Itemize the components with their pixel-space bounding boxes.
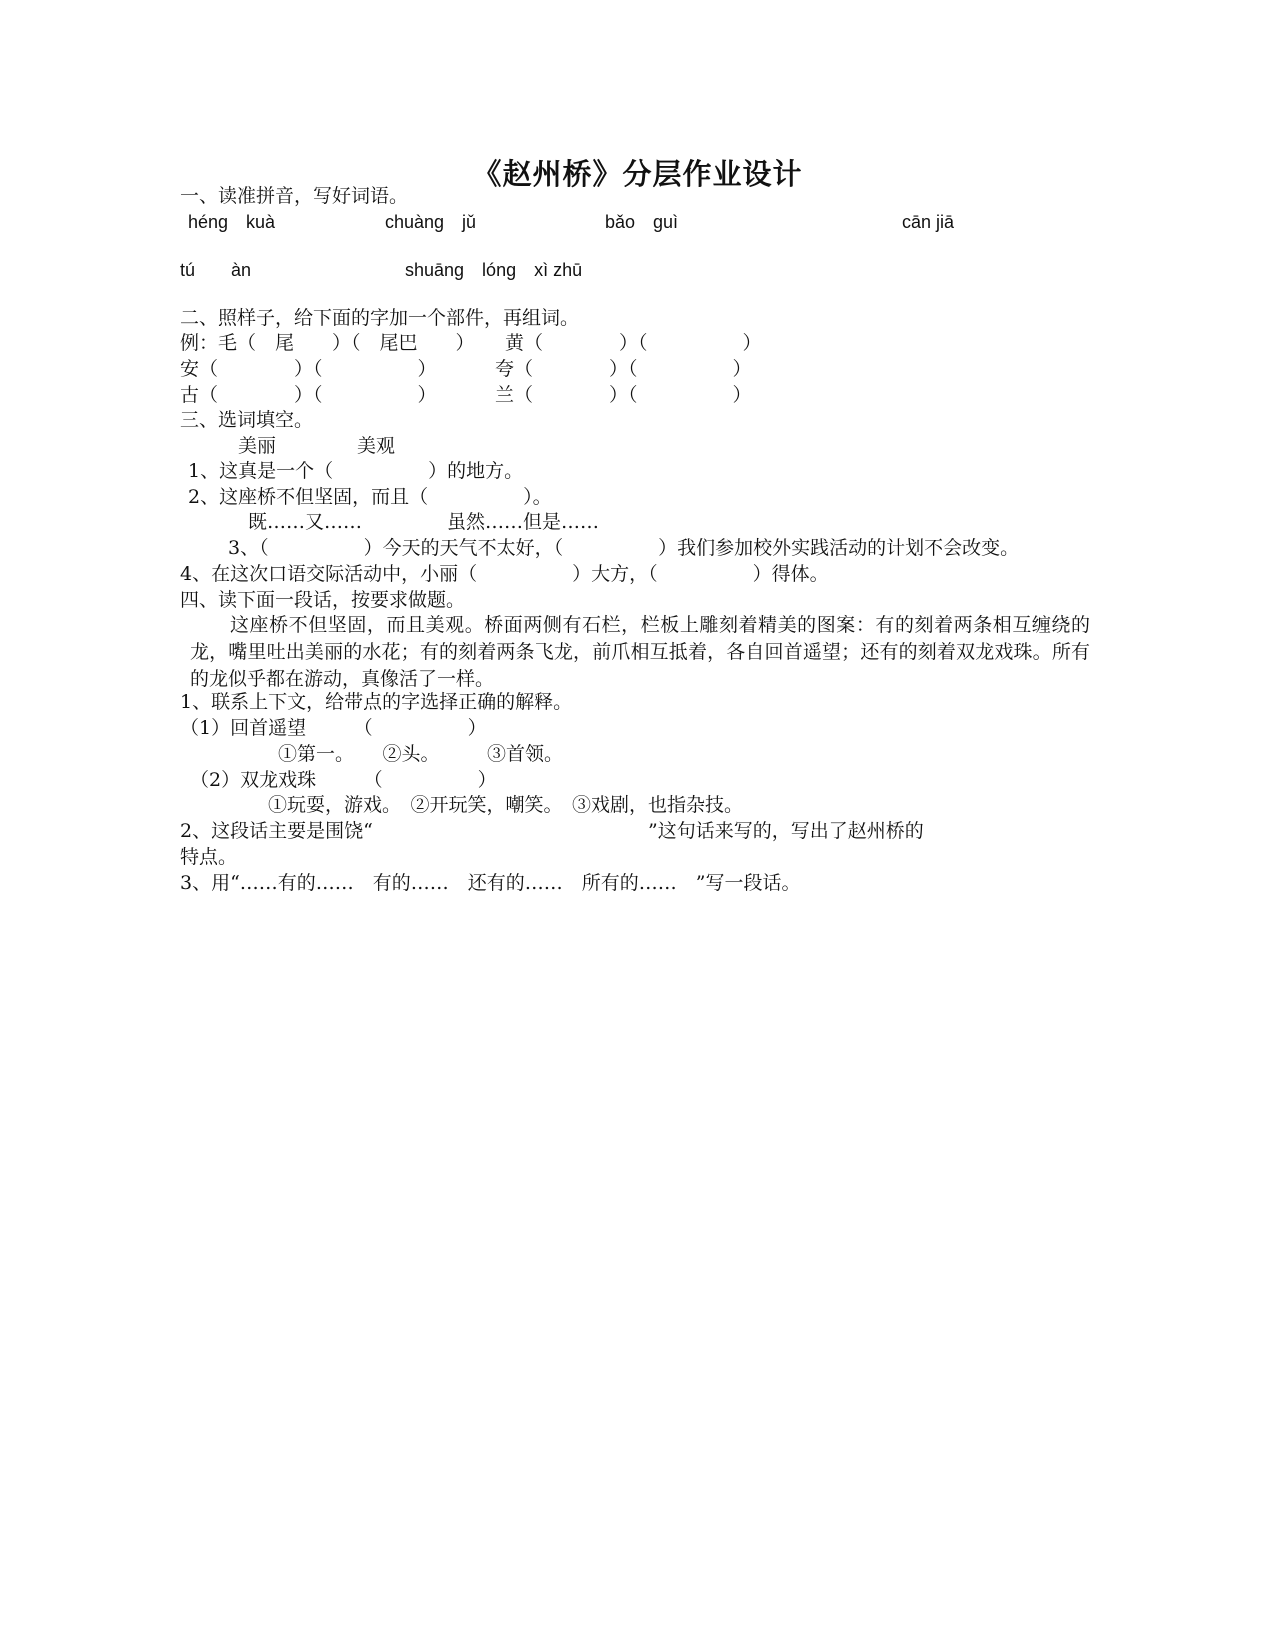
pinyin-1: héng kuà — [188, 212, 276, 232]
pinyin-4: cān jiā — [902, 212, 955, 232]
page-title: 《赵州桥》分层作业设计 — [472, 157, 803, 191]
pinyin-3: bǎo guì — [605, 212, 679, 232]
question-2-start: 2、这段话主要是围饶“ — [180, 820, 373, 842]
section-2-heading: 二、照样子，给下面的字加一个部件，再组词。 — [180, 307, 580, 329]
word-option-suiran-danshi: 虽然……但是…… — [447, 511, 600, 533]
pinyin-6: shuāng lóng xì zhū — [405, 260, 583, 280]
question-1: 1、联系上下文，给带点的字选择正确的解释。 — [180, 691, 573, 713]
section-4-heading: 四、读下面一段话，按要求做题。 — [180, 589, 466, 611]
blank-row-lan: 兰（ ）（ ） — [495, 384, 752, 406]
fill-question-3: 3、（ ）今天的天气不太好，（ ）我们参加校外实践活动的计划不会改变。 — [228, 537, 1020, 559]
word-option-ji-you: 既……又…… — [248, 511, 363, 533]
question-3: 3、用“……有的…… 有的…… 还有的…… 所有的…… ”写一段话。 — [180, 872, 801, 894]
blank-row-an: 安（ ）（ ） — [180, 358, 437, 380]
fill-question-4: 4、在这次口语交际活动中，小丽（ ）大方，（ ）得体。 — [180, 563, 829, 585]
section-1-heading: 一、读准拼音，写好词语。 — [180, 185, 409, 207]
question-1a-options: ①第一。 ②头。 ③首领。 — [278, 743, 564, 765]
example-row: 例：毛（ 尾 ）（ 尾巴 ） — [180, 332, 475, 354]
blank-row-kua: 夸（ ）（ ） — [495, 358, 752, 380]
question-1b: （2）双龙戏珠 （ ） — [190, 769, 497, 791]
pinyin-2: chuàng jǔ — [385, 212, 477, 232]
blank-row-huang: 黄（ ）（ ） — [505, 332, 762, 354]
question-1a: （1）回首遥望 （ ） — [180, 717, 487, 739]
word-option-meili: 美丽 — [238, 435, 277, 457]
fill-question-1: 1、这真是一个（ ）的地方。 — [188, 460, 524, 482]
question-1b-options: ①玩耍，游戏。 ②开玩笑，嘲笑。 ③戏剧，也指杂技。 — [268, 794, 744, 816]
reading-passage: 这座桥不但坚固，而且美观。桥面两侧有石栏，栏板上雕刻着精美的图案：有的刻着两条相互缠绕的龙，嘴里吐出美丽的水花；有的刻着两条飞龙，前爪相互抵着，各自回首遥望；还有的刻着双龙戏珠。所有的龙似乎都在游动，真像活了一样。 — [190, 614, 1090, 690]
blank-row-gu: 古（ ）（ ） — [180, 384, 437, 406]
question-2-wrap: 特点。 — [180, 846, 238, 868]
word-option-meiguan: 美观 — [357, 435, 396, 457]
fill-question-2: 2、这座桥不但坚固，而且（ ）。 — [188, 486, 552, 508]
pinyin-5: tú àn — [180, 260, 252, 280]
question-2-end: ”这句话来写的，写出了赵州桥的 — [648, 820, 924, 842]
section-3-heading: 三、选词填空。 — [180, 409, 314, 431]
